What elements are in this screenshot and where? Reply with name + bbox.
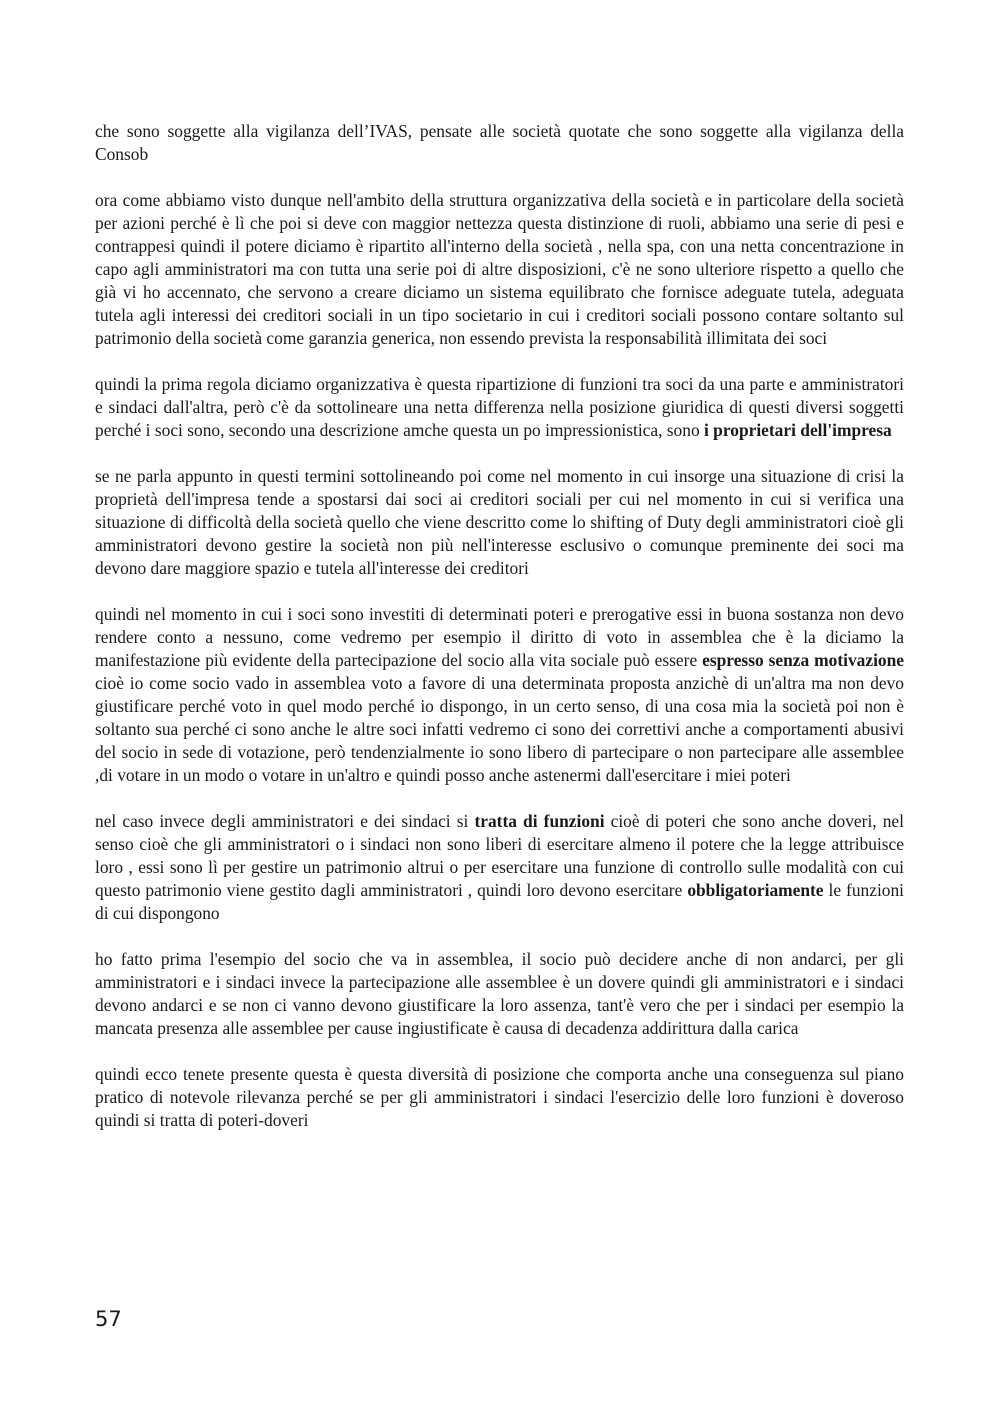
paragraph [95, 373, 904, 442]
paragraph-text: quindi la prima regola diciamo organizzativa è questa ripartizione di funzioni tra soci da una parte e amministratori e sindaci dall'altra, però c'è da sottolineare una netta differenza nella posizione giuridica di questi diversi soggetti perché i soci sono, secondo una descrizione amche questa un po impressionistica, sono [95, 374, 904, 440]
paragraph [95, 120, 904, 166]
paragraph-text: quindi nel momento in cui i soci sono investiti di determinati poteri e prerogative essi in buona sostanza non devo rendere conto a nessuno, come vedremo per esempio il diritto di voto in assemblea che è la diciamo la manifestazione più evidente della partecipazione del socio alla vita sociale può essere [95, 604, 904, 670]
page-number: 57 [95, 1307, 122, 1331]
paragraph [95, 465, 904, 580]
paragraph-text: che sono soggette alla vigilanza dell’IVAS, pensate alle società quotate che sono soggette alla vigilanza della Consob [95, 121, 904, 164]
bold-phrase: tratta di funzioni [474, 811, 605, 831]
paragraph-text: le funzioni di cui dispongono [95, 880, 904, 923]
paragraph [95, 189, 904, 350]
paragraph-text: ho fatto prima l'esempio del socio che va in assemblea, il socio può decidere anche di non andarci, per gli amministratori e i sindaci invece la partecipazione alle assemblee è un dovere quindi gli amministratori e i sindaci devono andarci e se non ci vanno devono giustificare la loro assenza, tant'è vero che per i sindaci per esempio la mancata presenza alle assemblee per cause ingiustificate è causa di decadenza addirittura dalla carica [95, 949, 904, 1038]
paragraph-text: cioè io come socio vado in assemblea voto a favore di una determinata proposta anzichè di un'altra ma non devo giustificare perché voto in quel modo perché io dispongo, in un certo senso, di una cosa mia la società poi non è soltanto sua perché ci sono anche le altre soci infatti vedremo ci sono dei correttivi anche a comportamenti abusivi del socio in sede di votazione, però tendenzialmente io sono libero di partecipare o non partecipare alle assemblee ,di votare in un modo o votare in un'altro e quindi posso anche astenermi dall'esercitare i miei poteri [95, 673, 904, 785]
bold-phrase: espresso senza motivazione [702, 650, 904, 670]
paragraph-text: ora come abbiamo visto dunque nell'ambito della struttura organizzativa della società e in particolare della società per azioni perché è lì che poi si deve con maggior nettezza questa distinzione di ruoli, abbiamo una serie di pesi e contrappesi quindi il potere diciamo è ripartito all'interno della società , nella spa, con una netta concentrazione in capo agli amministratori ma con tutta una serie poi di altre disposizioni, c'è ne sono ulteriore rispetto a quello che già vi ho accennato, che servono a creare diciamo un sistema equilibrato che fornisce adeguate tutela, adeguata tutela agli interessi dei creditori sociali in un tipo societario in cui i creditori sociali possono contare soltanto sul patrimonio della società come garanzia generica, non essendo prevista la responsabilità illimitata dei soci [95, 190, 904, 348]
paragraph [95, 1063, 904, 1132]
bold-phrase: i proprietari dell'impresa [704, 420, 892, 440]
paragraph-text: cioè di poteri che sono anche doveri, nel senso cioè che gli amministratori o i sindaci non sono liberi di esercitare almeno il potere che la legge attribuisce loro , essi sono lì per gestire un patrimonio altrui o per esercitare una funzione di controllo sulle modalità con cui questo patrimonio viene gestito dagli amministratori , quindi loro devono esercitare [95, 811, 904, 900]
bold-phrase: obbligatoriamente [687, 880, 824, 900]
paragraph [95, 810, 904, 925]
paragraph-text: se ne parla appunto in questi termini sottolineando poi come nel momento in cui insorge una situazione di crisi la proprietà dell'impresa tende a spostarsi dai soci ai creditori sociali per cui nel momento in cui si verifica una situazione di difficoltà della società quello che viene descritto come lo shifting of Duty degli amministratori cioè gli amministratori devono gestire la società non più nell'interesse esclusivo o comunque preminente dei soci ma devono dare maggiore spazio e tutela all'interesse dei creditori [95, 466, 904, 578]
paragraph-text: quindi ecco tenete presente questa è questa diversità di posizione che comporta anche una conseguenza sul piano pratico di notevole rilevanza perché se per gli amministratori i sindaci l'esercizio delle loro funzioni è doveroso quindi si tratta di poteri-doveri [95, 1064, 904, 1130]
paragraph-text: nel caso invece degli amministratori e dei sindaci si [95, 811, 475, 831]
document-body [95, 120, 904, 1132]
paragraph [95, 948, 904, 1040]
paragraph [95, 603, 904, 787]
